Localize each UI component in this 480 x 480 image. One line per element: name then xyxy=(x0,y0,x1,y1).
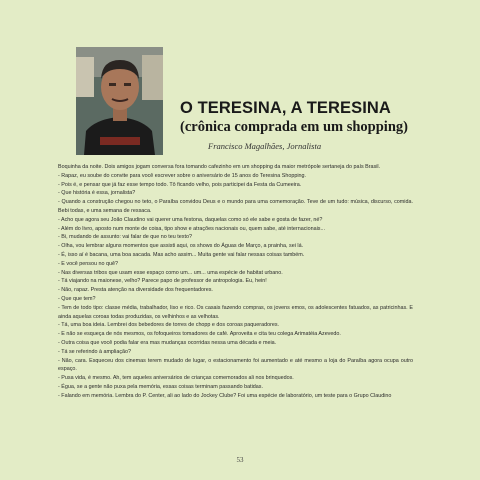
paragraph: - Não, cara. Esqueceu dos cinemas terem mudado de lugar, o estacionamento foi aumentado e até mesmo a loja do Paraíba agora ocupa outro espaço. xyxy=(58,357,413,373)
paragraph: - Além do livro, aposto num monte de coisa, tipo show e atrações nacionais ou, quem sabe, até internacionais... xyxy=(58,225,325,232)
paragraph: - Tá, uma boa ideia. Lembrei dos bebedores de torres de chopp e dos coroas paqueradores. xyxy=(58,322,280,329)
article-header xyxy=(180,98,470,151)
paragraph: - Acho que agora seu João Claudino vai querer uma festona, daquelas como só ele sabe e gosta de fazer, né? xyxy=(58,216,323,223)
paragraph: - Que que tem? xyxy=(58,295,96,302)
paragraph: - Pois é, e pensar que já faz esse tempo todo. Tô ficando velho, pois participei da Festa da Cumeeira. xyxy=(58,181,302,188)
paragraph: - Pusa vida, é mesmo. Ah, tem aqueles aniversários de crianças comemorados ali nos brinquedos. xyxy=(58,375,294,382)
paragraph: Boquinha da noite. Dois amigos jogam conversa fora tomando cafezinho em um shopping da maior metrópole sertaneja do país Brasil. xyxy=(58,164,381,170)
article-byline: Francisco Magalhães, Jornalista xyxy=(208,141,322,151)
paragraph: - Que história é essa, jornalista? xyxy=(58,190,136,197)
paragraph: - Olha, vou lembrar alguns momentos que assisti aqui, os shows do Águas de Março, a prainha, sei lá. xyxy=(58,243,304,250)
paragraph: - Quando a construção chegou no teto, o Paraíba convidou Deus e o mundo para uma comemoração. Teve de um tudo: música, discurso, comida. Bebi todas, e uma semana de ressaca. xyxy=(58,199,413,214)
article-title: O TERESINA, A TERESINA xyxy=(180,99,391,117)
page-number: 53 xyxy=(236,456,244,464)
paragraph: - E não se esqueça de nós mesmos, os fofoqueiros tomadores de café. Aproveita e cita teu colega Arimatéia Azevedo. xyxy=(58,331,341,338)
paragraph: - Bi, mudando de assunto: vai falar de que no teu texto? xyxy=(58,234,192,241)
paragraph: - É, isso aí é bacana, uma boa sacada. Mas acho assim... Muita gente vai falar nessas coisas também. xyxy=(58,251,305,258)
paragraph: - Tá viajando na maionese, velho? Parece papo de professor de antropologia. Eu, hein! xyxy=(58,278,267,285)
paragraph: - Falando em memória. Lembra do P. Center, ali ao lado do Jockey Clube? Foi uma espécie de laboratório, um teste para o Grupo Claudino xyxy=(58,392,392,399)
paragraph: - Tem de todo tipo: classe média, trabalhador, liso e rico. Os casais fazendo compras, os jovens emos, os adolescentes fatuados, as patricinhas. E ainda aquelas coroas todas produzidas, os velhinhos e as velhotas. xyxy=(58,304,413,320)
portrait-image xyxy=(76,47,163,155)
paragraph: - Outra coisa que você podia falar era mas mudanças ocorridas nessa uma década e meia. xyxy=(58,339,277,346)
paragraph: - Nas diversas tribos que usam esse espaço como um... um... uma espécie de habitat urbano. xyxy=(58,269,283,276)
paragraph: - E você pensou no quê? xyxy=(58,260,118,267)
paragraph: - Tá se referindo à ampliação? xyxy=(58,348,132,355)
author-photo xyxy=(76,47,163,155)
paragraph: - Égua, se a gente não puxa pela memória, essas coisas terminam passando batidas. xyxy=(58,383,263,390)
paragraph: - Não, rapaz. Presta atenção na diversidade dos frequentadores. xyxy=(58,287,213,294)
article-subtitle: (crônica comprada em um shopping) xyxy=(180,119,408,135)
article-body xyxy=(58,163,413,401)
paragraph: - Rapaz, eu soube do convite para você escrever sobre o aniversário de 15 anos do Teresina Shopping. xyxy=(58,172,307,179)
